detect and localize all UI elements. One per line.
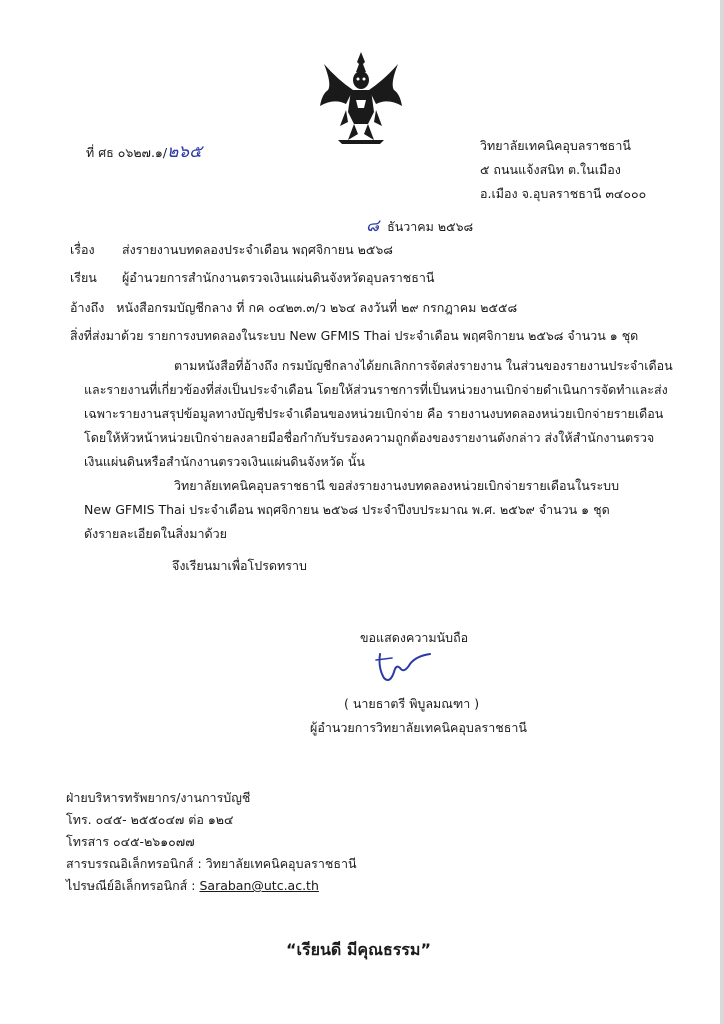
reference-label: อ้างถึง [70, 300, 105, 315]
to-label: เรียน [70, 270, 97, 285]
para2-line-2: New GFMIS Thai ประจำเดือน พฤศจิกายน ๒๕๖๘ ประจำปีงบประมาณ พ.ศ. ๒๕๖๙ จำนวน ๑ ชุด [84, 502, 610, 517]
handwritten-signature-icon [370, 648, 434, 688]
signer-name: ( นายธาตรี พิบูลมณฑา ) [344, 696, 480, 711]
address-line-1: วิทยาลัยเทคนิคอุบลราชธานี [480, 138, 631, 153]
address-line-2: ๕ ถนนแจ้งสนิท ต.ในเมือง [480, 162, 621, 177]
subject-value: ส่งรายงานบทดลองประจำเดือน พฤศจิกายน ๒๕๖๘ [121, 242, 393, 257]
garuda-emblem-icon [318, 50, 404, 146]
subject-line [70, 240, 393, 260]
enclosure-line: สิ่งที่ส่งมาด้วย รายการงบทดลองในระบบ New GFMIS Thai ประจำเดือน พฤศจิกายน ๒๕๖๘ จำนวน ๑ ชุด [70, 328, 639, 343]
signer-position: ผู้อำนวยการวิทยาลัยเทคนิคอุบลราชธานี [310, 720, 527, 735]
footer-fax: โทรสาร ๐๔๕-๒๖๑๐๗๗ [66, 834, 195, 849]
document-number: ที่ ศธ ๐๖๒๗.๑/๒๖๕ [86, 142, 202, 162]
address-line-3: อ.เมือง จ.อุบลราชธานี ๓๔๐๐๐ [480, 186, 647, 201]
para2-line-3: ดังรายละเอียดในสิ่งมาด้วย [84, 526, 227, 541]
para1-line-3: เฉพาะรายงานสรุปข้อมูลทางบัญชีประจำเดือนของหน่วยเบิกจ่าย คือ รายงานงบทดลองหน่วยเบิกจ่ายรายเดือน [84, 406, 664, 421]
page-edge-shadow [720, 0, 724, 1024]
footer-telephone: โทร. ๐๔๕- ๒๕๕๐๔๗ ต่อ ๑๒๔ [66, 812, 234, 827]
college-motto: “เรียนดี มีคุณธรรม” [286, 940, 431, 959]
footer-saraban: สารบรรณอิเล็กทรอนิกส์ : วิทยาลัยเทคนิคอุบลราชธานี [66, 856, 357, 871]
closing-request: จึงเรียนมาเพื่อโปรดทราบ [172, 558, 307, 573]
subject-label: เรื่อง [70, 242, 95, 257]
footer-email-line [66, 876, 319, 896]
para2-line-1: วิทยาลัยเทคนิคอุบลราชธานี ขอส่งรายงานงบทดลองหน่วยเบิกจ่ายรายเดือนในระบบ [174, 478, 620, 493]
reference-value: หนังสือกรมบัญชีกลาง ที่ กค ๐๔๒๓.๓/ว ๒๖๔ ลงวันที่ ๒๙ กรกฎาคม ๒๕๕๘ [116, 300, 518, 315]
footer-email-label: ไปรษณีย์อิเล็กทรอนิกส์ : [66, 878, 200, 893]
para1-line-5: เงินแผ่นดินหรือสำนักงานตรวจเงินแผ่นดินจังหวัด นั้น [84, 454, 365, 469]
para1-line-4: โดยให้หัวหน้าหน่วยเบิกจ่ายลงลายมือชื่อกำกับรับรองความถูกต้องของรายงานดังกล่าว ส่งให้สำนักงานตรวจ [84, 430, 655, 445]
to-line [70, 268, 434, 288]
reference-line [70, 298, 517, 318]
footer-department: ฝ่ายบริหารทรัพยากร/งานการบัญชี [66, 790, 251, 805]
closing-salutation: ขอแสดงความนับถือ [360, 630, 469, 645]
para1-line-2: และรายงานที่เกี่ยวข้องที่ส่งเป็นประจำเดือน โดยให้ส่วนราชการที่เป็นหน่วยงานเบิกจ่ายดำเนินการจัดทำและส่ง [84, 382, 668, 397]
para1-line-1: ตามหนังสือที่อ้างถึง กรมบัญชีกลางได้ยกเลิกการจัดส่งรายงาน ในส่วนของรายงานประจำเดือน [174, 358, 673, 373]
to-value: ผู้อำนวยการสำนักงานตรวจเงินแผ่นดินจังหวัดอุบลราชธานี [121, 270, 435, 285]
footer-email-link[interactable]: Saraban@utc.ac.th [199, 878, 319, 893]
letter-date: ๘ ธันวาคม ๒๕๖๘ [366, 216, 474, 236]
